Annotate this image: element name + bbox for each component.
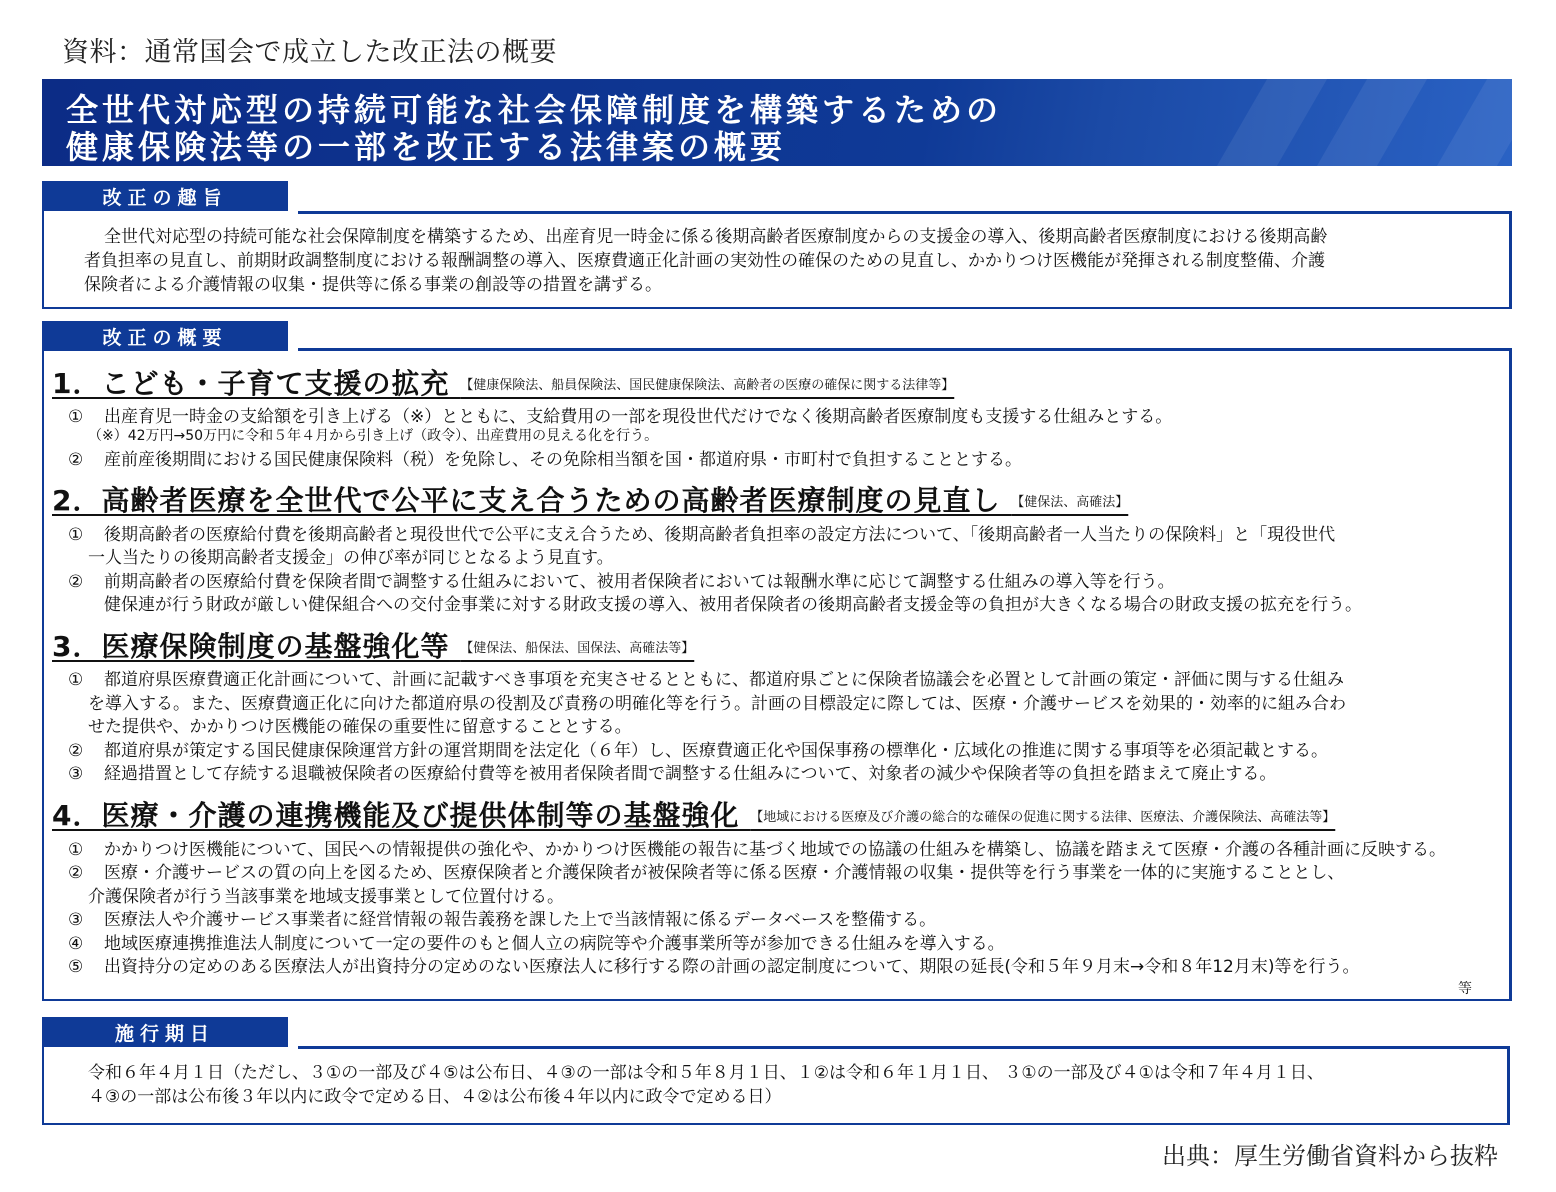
s3-item-1-cont-a: を導入する。また、医療費適正化に向けた都道府県の役割及び責務の明確化等を行う。計画の目標設定に際しては、医療・介護サービスを効果的・効率的に組み合わ [88,694,1346,714]
s3-title: 3．医療保険制度の基盤強化等 【健保法、船保法、国保法、高確法等】 [52,630,695,663]
s2-item-1-cont: 一人当たりの後期高齢者支援金」の伸び率が同じとなるよう見直す。 [88,548,614,568]
banner-title-line2: 健康保険法等の一部を改正する法律案の概要 [66,128,787,166]
s1-title: 1．こども・子育て支援の拡充 【健康保険法、船員保険法、国民健康保険法、高齢者の医療の確保に関する法律等】 [52,367,955,400]
caption: 資料：通常国会で成立した改正法の概要 [62,37,557,68]
s4-item-4: ④ 地域医療連携推進法人制度について一定の要件のもと個人立の病院等や介護事業所等が参加できる仕組みを導入する。 [68,934,1005,954]
overview-heading: 改正の概要 [42,321,288,351]
s4-item-2: ② 医療・介護サービスの質の向上を図るため、医療保険者と介護保険者が被保険者等に係る医療・介護情報の収集・提供等を行う事業を一体的に実施することとし、 [68,863,1345,883]
s2-item-2-cont: 健保連が行う財政が厳しい健保組合への交付金事業に対する財政支援の導入、被用者保険者の後期高齢者支援金等の負担が大きくなる場合の財政支援の拡充を行う。 [104,595,1362,615]
s2-item-1: ① 後期高齢者の医療給付費を後期高齢者と現役世代で公平に支え合うため、後期高齢者負担率の設定方法について、「後期高齢者一人当たりの保険料」と「現役世代 [68,525,1336,545]
s3-item-2: ② 都道府県が策定する国民健康保険運営方針の運営期間を法定化（６年）し、医療費適正化や国保事務の標準化・広域化の推進に関する事項等を必須記載とする。 [68,741,1328,761]
purpose-line-2: 者負担率の見直し、前期財政調整制度における報酬調整の導入、医療費適正化計画の実効性の確保のための見直し、かかりつけ医機能が発揮される制度整備、介護 [84,251,1325,271]
s3-item-1: ① 都道府県医療費適正化計画について、計画に記載すべき事項を充実させるとともに、都道府県ごとに保険者協議会を必置として計画の策定・評価に関与する仕組み [68,670,1344,690]
s4-item-2-cont: 介護保険者が行う当該事業を地域支援事業として位置付ける。 [88,887,564,907]
s3-item-1-cont-b: せた提供や、かかりつけ医機能の確保の重要性に留意することとする。 [88,717,632,737]
s4-item-5: ⑤ 出資持分の定めのある医療法人が出資持分の定めのない医療法人に移行する際の計画の認定制度について、期限の延長(令和５年９月末→令和８年12月末)等を行う。 [68,957,1360,977]
s3-laws: 【健保法、船保法、国保法、高確法等】 [460,641,695,656]
s1-laws: 【健康保険法、船員保険法、国民健康保険法、高齢者の医療の確保に関する法律等】 [460,378,955,393]
purpose-line-3: 保険者による介護情報の収集・提供等に係る事業の創設等の措置を講ずる。 [84,275,662,295]
s1-item-2: ② 産前産後期間における国民健康保険料（税）を免除し、その免除相当額を国・都道府県・市町村で負担することとする。 [68,450,1022,470]
purpose-line-1: 全世代対応型の持続可能な社会保障制度を構築するため、出産育児一時金に係る後期高齢者医療制度からの支援金の導入、後期高齢者医療制度における後期高齢 [104,227,1328,247]
effective-line-1: 令和６年４月１日（ただし、３①の一部及び４⑤は公布日、４③の一部は令和５年８月１日、１②は令和６年１月１日、 ３①の一部及び４①は令和７年４月１日、 [88,1063,1324,1083]
s2-item-2: ② 前期高齢者の医療給付費を保険者間で調整する仕組みにおいて、被用者保険者においては報酬水準に応じて調整する仕組みの導入等を行う。 [68,572,1175,592]
s4-title: 4．医療・介護の連携機能及び提供体制等の基盤強化 【地域における医療及び介護の総合的な確保の促進に関する法律、医療法、介護保険法、高確法等】 [52,799,1336,832]
s2-title: 2．高齢者医療を全世代で公平に支え合うための高齢者医療制度の見直し 【健保法、高確法】 [52,484,1129,517]
s4-laws: 【地域における医療及び介護の総合的な確保の促進に関する法律、医療法、介護保険法、高確法等】 [750,810,1336,825]
s1-note: （※）42万円→50万円に令和５年４月から引き上げ（政令）、出産費用の見える化を行う。 [88,428,659,444]
s3-item-3: ③ 経過措置として存続する退職被保険者の医療給付費等を被用者保険者間で調整する仕組みについて、対象者の減少や保険者等の負担を踏まえて廃止する。 [68,764,1277,784]
s4-etc: 等 [1458,981,1472,997]
title-banner [42,79,1512,166]
source-note: 出典：厚生労働省資料から抜粋 [1162,1142,1498,1170]
banner-title-line1: 全世代対応型の持続可能な社会保障制度を構築するための [66,91,1003,129]
s4-item-1: ① かかりつけ医機能について、国民への情報提供の強化や、かかりつけ医機能の報告に基づく地域での協議の仕組みを構築し、協議を踏まえて医療・介護の各種計画に反映する。 [68,840,1446,860]
effective-heading: 施行期日 [42,1017,288,1047]
effective-line-2: ４③の一部は公布後３年以内に政令で定める日、４②は公布後４年以内に政令で定める日） [88,1087,782,1107]
purpose-heading: 改正の趣旨 [42,181,288,211]
s1-item-1: ① 出産育児一時金の支給額を引き上げる（※）とともに、支給費用の一部を現役世代だけでなく後期高齢者医療制度も支援する仕組みとする。 [68,407,1173,427]
s2-laws: 【健保法、高確法】 [1011,495,1129,510]
s4-item-3: ③ 医療法人や介護サービス事業者に経営情報の報告義務を課した上で当該情報に係るデータベースを整備する。 [68,910,937,930]
